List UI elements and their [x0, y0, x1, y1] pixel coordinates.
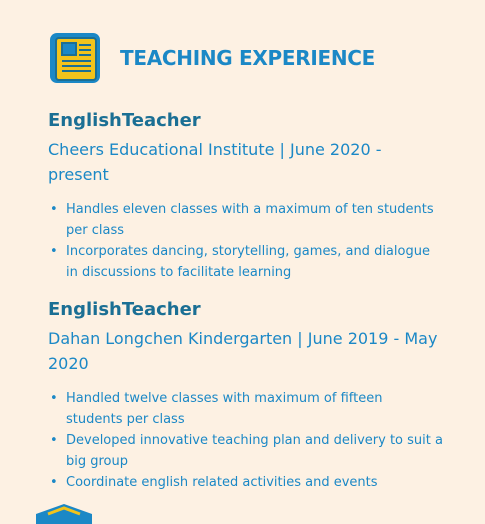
next-section-icon — [34, 500, 94, 524]
job-organization: Dahan Longchen Kindergarten | June 2019 - May 2020 — [48, 329, 438, 373]
job-role: EnglishTeacher — [48, 110, 201, 131]
newspaper-icon — [48, 31, 102, 85]
list-item: • Coordinate english related activities and events — [48, 472, 443, 493]
job-entry — [48, 109, 443, 283]
section-title: TEACHING EXPERIENCE — [120, 46, 376, 70]
job-entry — [48, 298, 443, 493]
job-bullets — [48, 199, 443, 283]
list-item: • Incorporates dancing, storytelling, games, and dialogue in discussions to facilitate learning — [48, 241, 443, 283]
job-role: EnglishTeacher — [48, 299, 201, 320]
list-item: • Developed innovative teaching plan and delivery to suit a big group — [48, 430, 443, 472]
list-item: • Handled twelve classes with maximum of fifteen students per class — [48, 388, 443, 430]
job-organization: Cheers Educational Institute | June 2020 - present — [48, 140, 382, 184]
list-item: • Handles eleven classes with a maximum of ten students per class — [48, 199, 443, 241]
section-header — [48, 31, 375, 85]
job-bullets — [48, 388, 443, 493]
